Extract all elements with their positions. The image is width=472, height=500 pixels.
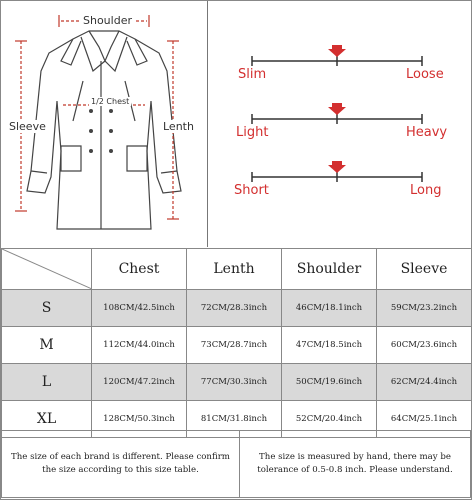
length-label: Lenth [163,120,194,133]
scale-left-label: Short [234,183,269,198]
chest-label: 1/2 Chest [91,97,130,106]
fit-scales-graphic [208,1,471,247]
coat-outline [27,31,181,229]
length-cell: 81CM/31.8inch [187,401,282,438]
length-cell: 72CM/28.3inch [187,290,282,327]
length-cell: 77CM/30.3inch [187,364,282,401]
table-row [2,327,472,364]
scale-right-label: Heavy [406,125,448,140]
scale-right-label: Loose [406,67,444,82]
size-cell: M [2,327,92,364]
shoulder-cell: 50CM/19.6inch [282,364,377,401]
scale-left-label: Slim [238,67,267,82]
top-section [0,0,472,248]
sleeve-cell: 60CM/23.6inch [377,327,472,364]
column-header-shoulder: Shoulder [282,249,377,290]
measure-lines [15,15,179,219]
note-measurement-tolerance: The size is measured by hand, there may be tolerance of 0.5-0.8 inch. Please understand. [239,430,471,498]
notes-section [1,430,471,498]
table-corner-cell [2,249,92,290]
table-row [2,364,472,401]
size-table-header [2,249,472,290]
shoulder-cell: 52CM/20.4inch [282,401,377,438]
sleeve-cell: 59CM/23.2inch [377,290,472,327]
sleeve-cell: 62CM/24.4inch [377,364,472,401]
note-brand-size: The size of each brand is different. Please confirm the size according to this size table. [1,430,240,498]
corner-diagonal [2,249,92,289]
scale-light-heavy [252,114,422,124]
chest-cell: 128CM/50.3inch [92,401,187,438]
column-header-sleeve: Sleeve [377,249,472,290]
chest-cell: 108CM/42.5inch [92,290,187,327]
coat-diagram-panel [1,1,208,247]
length-cell: 73CM/28.7inch [187,327,282,364]
size-cell: XL [2,401,92,438]
size-cell: L [2,364,92,401]
shoulder-label: Shoulder [83,14,132,27]
chest-cell: 120CM/47.2inch [92,364,187,401]
fit-scales-panel [208,1,471,247]
scale-left-label: Light [236,125,269,140]
shoulder-cell: 47CM/18.5inch [282,327,377,364]
size-cell: S [2,290,92,327]
column-header-chest: Chest [92,249,187,290]
size-table [1,248,472,438]
sleeve-cell: 64CM/25.1inch [377,401,472,438]
scale-slim-loose [252,56,422,66]
column-header-length: Lenth [187,249,282,290]
chest-cell: 112CM/44.0inch [92,327,187,364]
scale-right-label: Long [410,183,442,198]
sleeve-label: Sleeve [9,120,46,133]
shoulder-cell: 46CM/18.1inch [282,290,377,327]
table-row [2,290,472,327]
scale-short-long [252,172,422,182]
